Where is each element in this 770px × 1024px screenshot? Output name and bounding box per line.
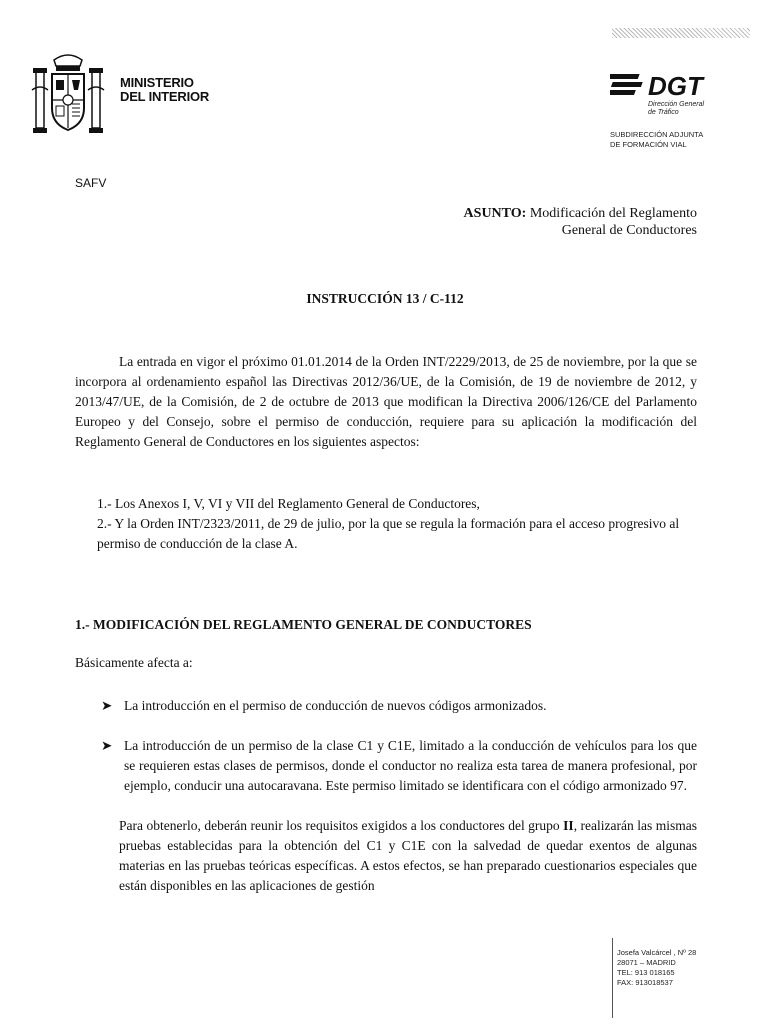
asunto-block: [377, 205, 697, 239]
asunto-line-1: Modificación del Reglamento: [526, 206, 697, 221]
intro-paragraph: [75, 352, 697, 452]
coat-of-arms-logo: [30, 50, 106, 142]
bullet-item-2: [101, 736, 697, 796]
footer-line-3: TEL: 913 018165: [617, 968, 675, 977]
para-obtenerlo-after: , realizarán las mismas pruebas establecidas para la obtención del C1 y C1E con la salvedad de quedar exentos de algunas materias en las pruebas teóricas específicas. A estos efectos, se han preparado cuestionarios especiales que están disponibles en las aplicaciones de gestión: [119, 818, 697, 893]
bullet-item-1-text: La introducción en el permiso de conducción de nuevos códigos armonizados.: [124, 698, 547, 713]
ministry-line-2: DEL INTERIOR: [120, 89, 210, 104]
intro-paragraph-text: La entrada en vigor el próximo 01.01.2014 de la Orden INT/2229/2013, de 25 de noviembre, por la que se incorpora al ordenamiento español las Directivas 2012/36/UE, de la Comisión, de 19 de noviembre de 2012, y 2013/47/UE, de la Comisión, de 2 de octubre de 2013 que modifican la Directiva 2006/126/CE del Parlamento Europeo y del Consejo, sobre el permiso de conducción, requiere para su aplicación la modificación del Reglamento General de Conductores en los siguientes aspectos:: [75, 354, 697, 449]
numbered-list: [97, 494, 697, 554]
subdireccion-line-2: DE FORMACIÓN VIAL: [610, 140, 687, 149]
dgt-subtitle-line-2: de Tráfico: [648, 109, 679, 116]
basicamente-text: Básicamente afecta a:: [75, 655, 193, 670]
footer-line-4: FAX: 913018537: [617, 978, 673, 987]
arrow-bullet-icon: ➤: [101, 738, 113, 753]
dgt-subtitle-line-1: Dirección General: [648, 101, 705, 108]
bullet-item-2-text: La introducción de un permiso de la clase C1 y C1E, limitado a la conducción de vehículos para los que se requieren estas clases de permisos, donde el conductor no realiza esta tarea de manera profesional, por ejemplo, conducir una autocaravana. Este permiso limitado se identificara con el código armonizado 97.: [124, 738, 697, 793]
asunto-line-2: General de Conductores: [561, 223, 697, 238]
subdireccion: [610, 130, 703, 150]
numbered-item-2: 2.- Y la Orden INT/2323/2011, de 29 de julio, por la que se regula la formación para el acceso progresivo al permiso de conducción de la clase A.: [97, 516, 680, 551]
arrow-bullet-icon: ➤: [101, 698, 113, 713]
footer-divider: [612, 938, 613, 1018]
section-1-heading: 1.- MODIFICACIÓN DEL REGLAMENTO GENERAL DE CONDUCTORES: [75, 617, 532, 632]
dgt-subtitle: [648, 101, 704, 117]
para-obtenerlo-before: Para obtenerlo, deberán reunir los requisitos exigidos a los conductores del grupo: [119, 818, 564, 833]
bullet-item-1: [101, 696, 697, 716]
dgt-logo-text: DGT: [648, 71, 703, 101]
para-obtenerlo: [119, 816, 697, 896]
header-hatch-bar: [612, 28, 750, 38]
asunto-label: ASUNTO:: [463, 206, 527, 221]
footer-line-2: 28071 – MADRID: [617, 958, 676, 967]
safv-label: SAFV: [75, 176, 107, 190]
footer-line-1: Josefa Valcárcel , Nº 28: [617, 948, 697, 957]
instruccion-title: INSTRUCCIÓN 13 / C-112: [306, 291, 464, 306]
ministry-line-1: MINISTERIO: [120, 75, 194, 90]
ministry-name: [120, 76, 209, 104]
numbered-item-1: 1.- Los Anexos I, V, VI y VII del Reglamento General de Conductores,: [97, 496, 480, 511]
footer-address: [617, 948, 696, 988]
subdireccion-line-1: SUBDIRECCIÓN ADJUNTA: [610, 130, 704, 139]
para-obtenerlo-bold: II: [563, 818, 574, 833]
